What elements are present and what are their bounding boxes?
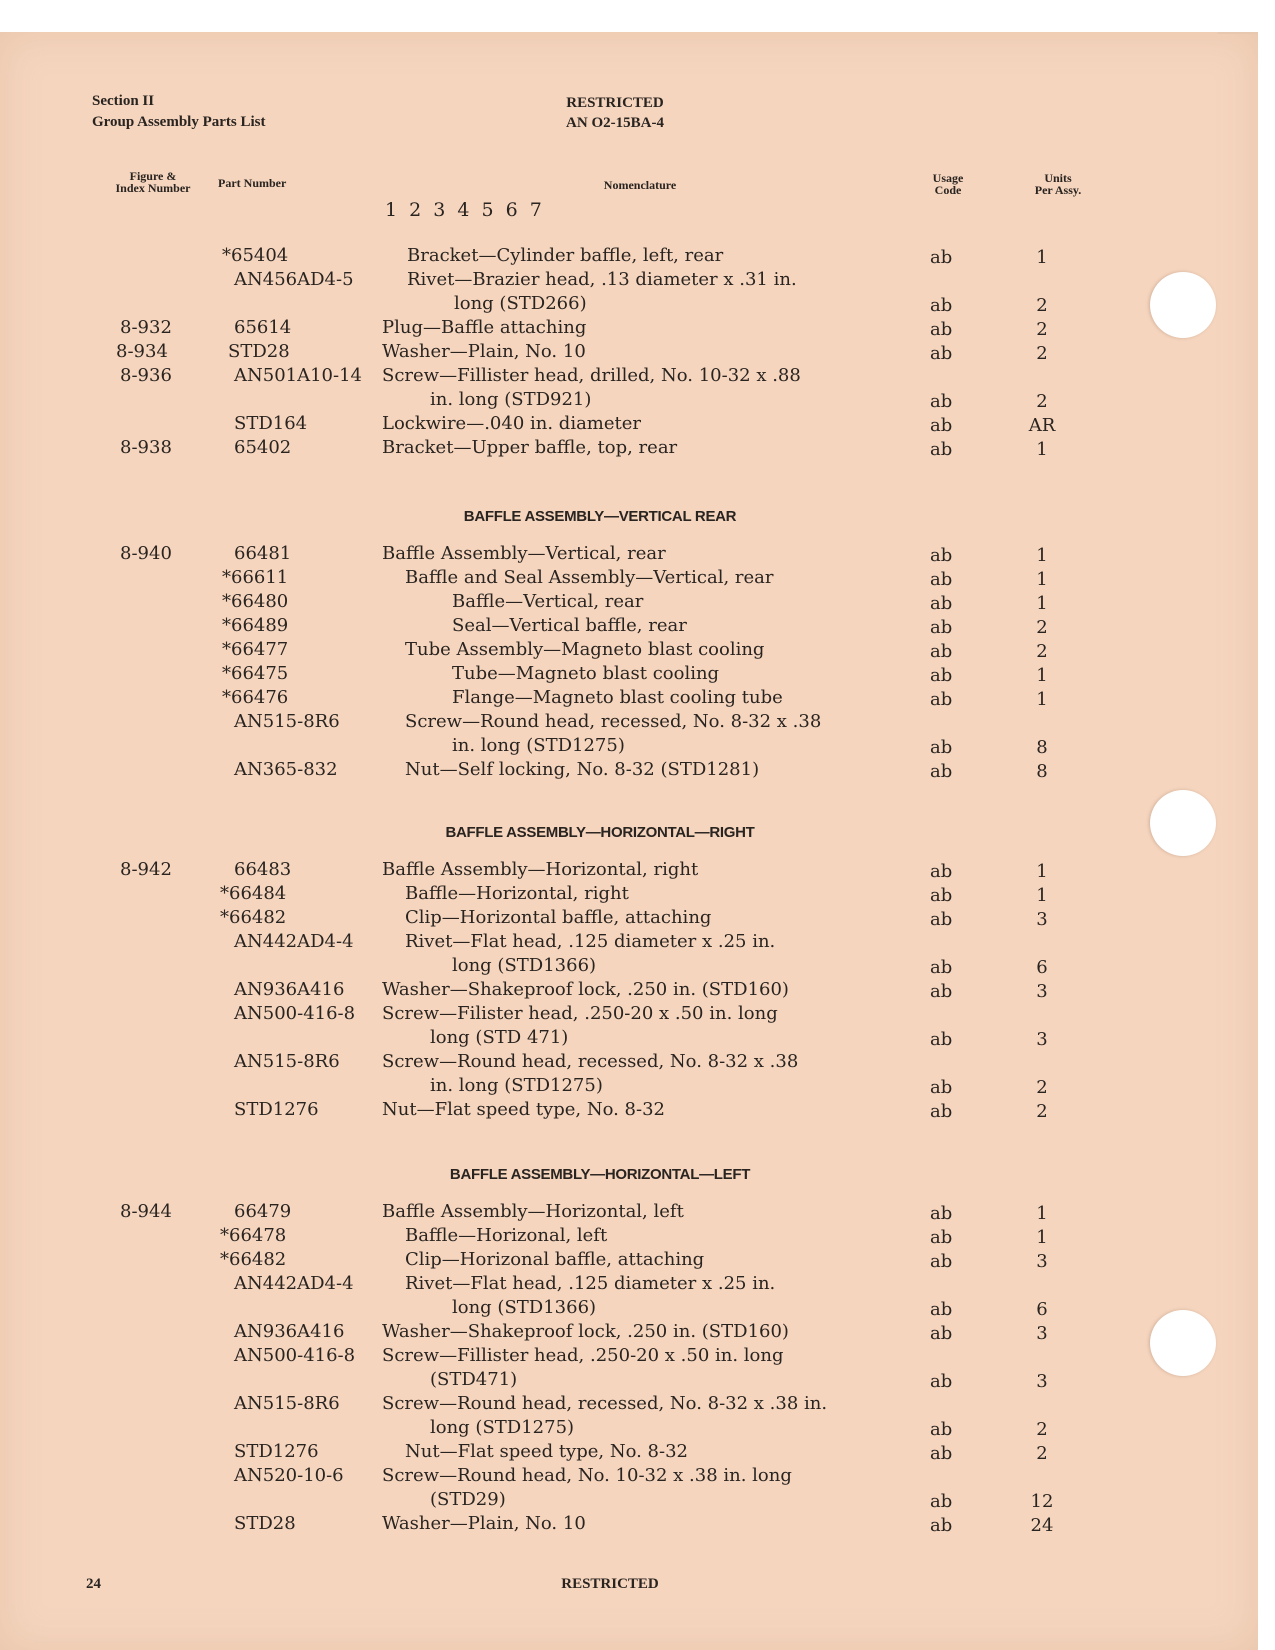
punch-hole-middle (1150, 790, 1216, 856)
nomenclature: Tube Assembly—Magneto blast cooling (405, 639, 765, 660)
units-per-assy: 3 (1036, 909, 1048, 930)
part-number: *66489 (222, 615, 289, 636)
restricted-footer: RESTRICTED (561, 1576, 659, 1592)
part-number: 65614 (234, 317, 292, 338)
nomenclature: Baffle Assembly—Horizontal, right (382, 859, 699, 880)
part-number: 66483 (234, 859, 292, 880)
section-title-horizontal-left: BAFFLE ASSEMBLY—HORIZONTAL—LEFT (449, 1166, 751, 1183)
units-per-assy: 2 (1036, 1419, 1048, 1440)
nomenclature: Screw—Round head, recessed, No. 8-32 x .38 in. (382, 1393, 828, 1414)
units-per-assy: 1 (1036, 439, 1048, 460)
usage-code: ab (930, 391, 953, 412)
nomenclature: long (STD1275) (430, 1417, 575, 1438)
units-per-assy: 2 (1036, 641, 1048, 662)
usage-code: ab (930, 343, 953, 364)
usage-code: ab (930, 247, 953, 268)
units-per-assy: 2 (1036, 343, 1048, 364)
usage-code: ab (930, 1491, 953, 1512)
part-number: *66482 (220, 907, 287, 928)
usage-code: ab (930, 1371, 953, 1392)
usage-code: ab (930, 593, 953, 614)
restricted-header: RESTRICTED (566, 95, 664, 111)
column-header-figure-index: Figure & Index Number (115, 169, 191, 195)
units-per-assy: 3 (1036, 1371, 1048, 1392)
usage-code: ab (930, 665, 953, 686)
nomenclature: Nut—Self locking, No. 8-32 (STD1281) (405, 759, 760, 780)
nomenclature: Rivet—Flat head, .125 diameter x .25 in. (405, 931, 776, 952)
nomenclature: Washer—Plain, No. 10 (382, 341, 586, 362)
nomenclature: in. long (STD1275) (430, 1075, 603, 1096)
part-number: 66481 (234, 543, 292, 564)
nomenclature: Bracket—Upper baffle, top, rear (382, 437, 678, 458)
units-per-assy: 8 (1036, 761, 1048, 782)
nomenclature: Screw—Round head, No. 10-32 x .38 in. long (382, 1465, 792, 1486)
nomenclature: Baffle Assembly—Horizontal, left (382, 1201, 684, 1222)
usage-code: ab (930, 689, 953, 710)
nomenclature: Screw—Fillister head, drilled, No. 10-32 x .88 (382, 365, 801, 386)
nomenclature: Clip—Horizontal baffle, attaching (405, 907, 712, 928)
units-per-assy: 8 (1036, 737, 1048, 758)
nomenclature: long (STD1366) (452, 955, 597, 976)
units-per-assy: 1 (1036, 593, 1048, 614)
usage-code: ab (930, 761, 953, 782)
part-number: AN520-10-6 (234, 1465, 344, 1486)
nomenclature: in. long (STD1275) (452, 735, 625, 756)
usage-code: ab (930, 981, 953, 1002)
part-number: *66476 (222, 687, 289, 708)
units-per-assy: 2 (1036, 1443, 1048, 1464)
part-number: STD1276 (234, 1099, 319, 1120)
units-per-assy: 3 (1036, 1323, 1048, 1344)
nomenclature: Screw—Fillister head, .250-20 x .50 in. long (382, 1345, 784, 1366)
part-number: STD1276 (234, 1441, 319, 1462)
nomenclature: Seal—Vertical baffle, rear (452, 615, 687, 636)
nomenclature: (STD29) (430, 1489, 506, 1510)
column-header-nomenclature: Nomenclature (603, 178, 677, 192)
usage-code: ab (930, 737, 953, 758)
part-number: STD28 (234, 1513, 296, 1534)
units-per-assy: 6 (1036, 957, 1048, 978)
units-per-assy: 2 (1036, 319, 1048, 340)
indent-scale: 1 2 3 4 5 6 7 (385, 199, 545, 221)
usage-code: ab (930, 617, 953, 638)
part-number: AN500-416-8 (234, 1345, 356, 1366)
units-per-assy: 1 (1036, 689, 1048, 710)
section-title-vertical-rear: BAFFLE ASSEMBLY—VERTICAL REAR (463, 508, 737, 525)
figure-index: 8-944 (120, 1201, 172, 1222)
units-per-assy: 2 (1036, 1077, 1048, 1098)
part-number: AN442AD4-4 (234, 1273, 354, 1294)
units-per-assy: 1 (1036, 1203, 1048, 1224)
figure-index: 8-934 (116, 341, 168, 362)
punch-hole-bottom (1150, 1310, 1216, 1376)
units-per-assy: 1 (1036, 885, 1048, 906)
section-label: Section II (92, 93, 155, 109)
units-per-assy: 3 (1036, 981, 1048, 1002)
units-per-assy: 1 (1036, 545, 1048, 566)
part-number: STD28 (228, 341, 290, 362)
usage-code: ab (930, 1101, 953, 1122)
column-header-usage-code: Usage Code (932, 171, 964, 197)
nomenclature: Flange—Magneto blast cooling tube (452, 687, 783, 708)
nomenclature: Lockwire—.040 in. diameter (382, 413, 642, 434)
part-number: *66480 (222, 591, 289, 612)
figure-index: 8-936 (120, 365, 172, 386)
part-number: AN515-8R6 (234, 711, 340, 732)
usage-code: ab (930, 569, 953, 590)
nomenclature: long (STD 471) (430, 1027, 569, 1048)
nomenclature: Washer—Shakeproof lock, .250 in. (STD160) (382, 979, 789, 1000)
nomenclature: long (STD266) (454, 293, 587, 314)
column-header-part-number: Part Number (218, 176, 287, 190)
usage-code: ab (930, 545, 953, 566)
nomenclature: Baffle Assembly—Vertical, rear (382, 543, 666, 564)
section-title-horizontal-right: BAFFLE ASSEMBLY—HORIZONTAL—RIGHT (445, 824, 755, 841)
nomenclature: Washer—Shakeproof lock, .250 in. (STD160) (382, 1321, 789, 1342)
part-number: *66477 (222, 639, 289, 660)
part-number: AN442AD4-4 (234, 931, 354, 952)
units-per-assy: 1 (1036, 861, 1048, 882)
usage-code: ab (930, 439, 953, 460)
usage-code: ab (930, 641, 953, 662)
part-number: AN936A416 (234, 1321, 345, 1342)
usage-code: ab (930, 957, 953, 978)
nomenclature: Tube—Magneto blast cooling (452, 663, 720, 684)
part-number: AN365-832 (234, 759, 338, 780)
column-header-units-per-assy: Units Per Assy. (1034, 171, 1082, 197)
figure-index: 8-942 (120, 859, 172, 880)
nomenclature: Rivet—Flat head, .125 diameter x .25 in. (405, 1273, 776, 1294)
nomenclature: Clip—Horizonal baffle, attaching (405, 1249, 705, 1270)
usage-code: ab (930, 861, 953, 882)
units-per-assy: 24 (1030, 1515, 1054, 1536)
units-per-assy: AR (1028, 415, 1056, 436)
figure-index: 8-938 (120, 437, 172, 458)
usage-code: ab (930, 1419, 953, 1440)
units-per-assy: 3 (1036, 1251, 1048, 1272)
usage-code: ab (930, 1203, 953, 1224)
usage-code: ab (930, 1515, 953, 1536)
units-per-assy: 1 (1036, 665, 1048, 686)
part-number: *65404 (222, 245, 289, 266)
nomenclature: long (STD1366) (452, 1297, 597, 1318)
usage-code: ab (930, 1323, 953, 1344)
usage-code: ab (930, 1077, 953, 1098)
units-per-assy: 1 (1036, 569, 1048, 590)
units-per-assy: 1 (1036, 247, 1048, 268)
usage-code: ab (930, 295, 953, 316)
part-number: *66482 (220, 1249, 287, 1270)
nomenclature: (STD471) (430, 1369, 518, 1390)
nomenclature: Bracket—Cylinder baffle, left, rear (407, 245, 724, 266)
part-number: *66475 (222, 663, 289, 684)
nomenclature: Baffle—Vertical, rear (452, 591, 644, 612)
units-per-assy: 6 (1036, 1299, 1048, 1320)
nomenclature: Baffle—Horizontal, right (405, 883, 629, 904)
part-number: AN515-8R6 (234, 1393, 340, 1414)
part-number: AN500-416-8 (234, 1003, 356, 1024)
nomenclature: in. long (STD921) (430, 389, 592, 410)
document-number: AN O2-15BA-4 (566, 115, 664, 131)
part-number: 66479 (234, 1201, 292, 1222)
nomenclature: Nut—Flat speed type, No. 8-32 (405, 1441, 688, 1462)
part-number: *66484 (220, 883, 287, 904)
part-number: AN515-8R6 (234, 1051, 340, 1072)
part-number: STD164 (234, 413, 308, 434)
nomenclature: Nut—Flat speed type, No. 8-32 (382, 1099, 665, 1120)
part-number: AN456AD4-5 (234, 269, 354, 290)
units-per-assy: 2 (1036, 295, 1048, 316)
part-number: *66611 (222, 567, 289, 588)
part-number: AN501A10-14 (234, 365, 362, 386)
part-number: AN936A416 (234, 979, 345, 1000)
units-per-assy: 12 (1030, 1491, 1054, 1512)
usage-code: ab (930, 1227, 953, 1248)
units-per-assy: 2 (1036, 617, 1048, 638)
usage-code: ab (930, 415, 953, 436)
usage-code: ab (930, 885, 953, 906)
page-corner (1218, 32, 1258, 74)
part-number: *66478 (220, 1225, 287, 1246)
units-per-assy: 2 (1036, 1101, 1048, 1122)
usage-code: ab (930, 1299, 953, 1320)
page-number: 24 (86, 1576, 101, 1592)
units-per-assy: 2 (1036, 391, 1048, 412)
units-per-assy: 3 (1036, 1029, 1048, 1050)
nomenclature: Baffle—Horizonal, left (405, 1225, 608, 1246)
figure-index: 8-940 (120, 543, 172, 564)
nomenclature: Baffle and Seal Assembly—Vertical, rear (405, 567, 774, 588)
usage-code: ab (930, 1251, 953, 1272)
nomenclature: Screw—Round head, recessed, No. 8-32 x .38 (382, 1051, 799, 1072)
units-per-assy: 1 (1036, 1227, 1048, 1248)
nomenclature: Screw—Round head, recessed, No. 8-32 x .38 (405, 711, 822, 732)
nomenclature: Screw—Filister head, .250-20 x .50 in. long (382, 1003, 778, 1024)
part-number: 65402 (234, 437, 292, 458)
nomenclature: Washer—Plain, No. 10 (382, 1513, 586, 1534)
usage-code: ab (930, 909, 953, 930)
usage-code: ab (930, 1029, 953, 1050)
nomenclature: Rivet—Brazier head, .13 diameter x .31 in. (407, 269, 797, 290)
figure-index: 8-932 (120, 317, 172, 338)
nomenclature: Plug—Baffle attaching (382, 317, 587, 338)
section-subtitle: Group Assembly Parts List (92, 114, 266, 130)
punch-hole-top (1150, 272, 1216, 338)
usage-code: ab (930, 319, 953, 340)
usage-code: ab (930, 1443, 953, 1464)
